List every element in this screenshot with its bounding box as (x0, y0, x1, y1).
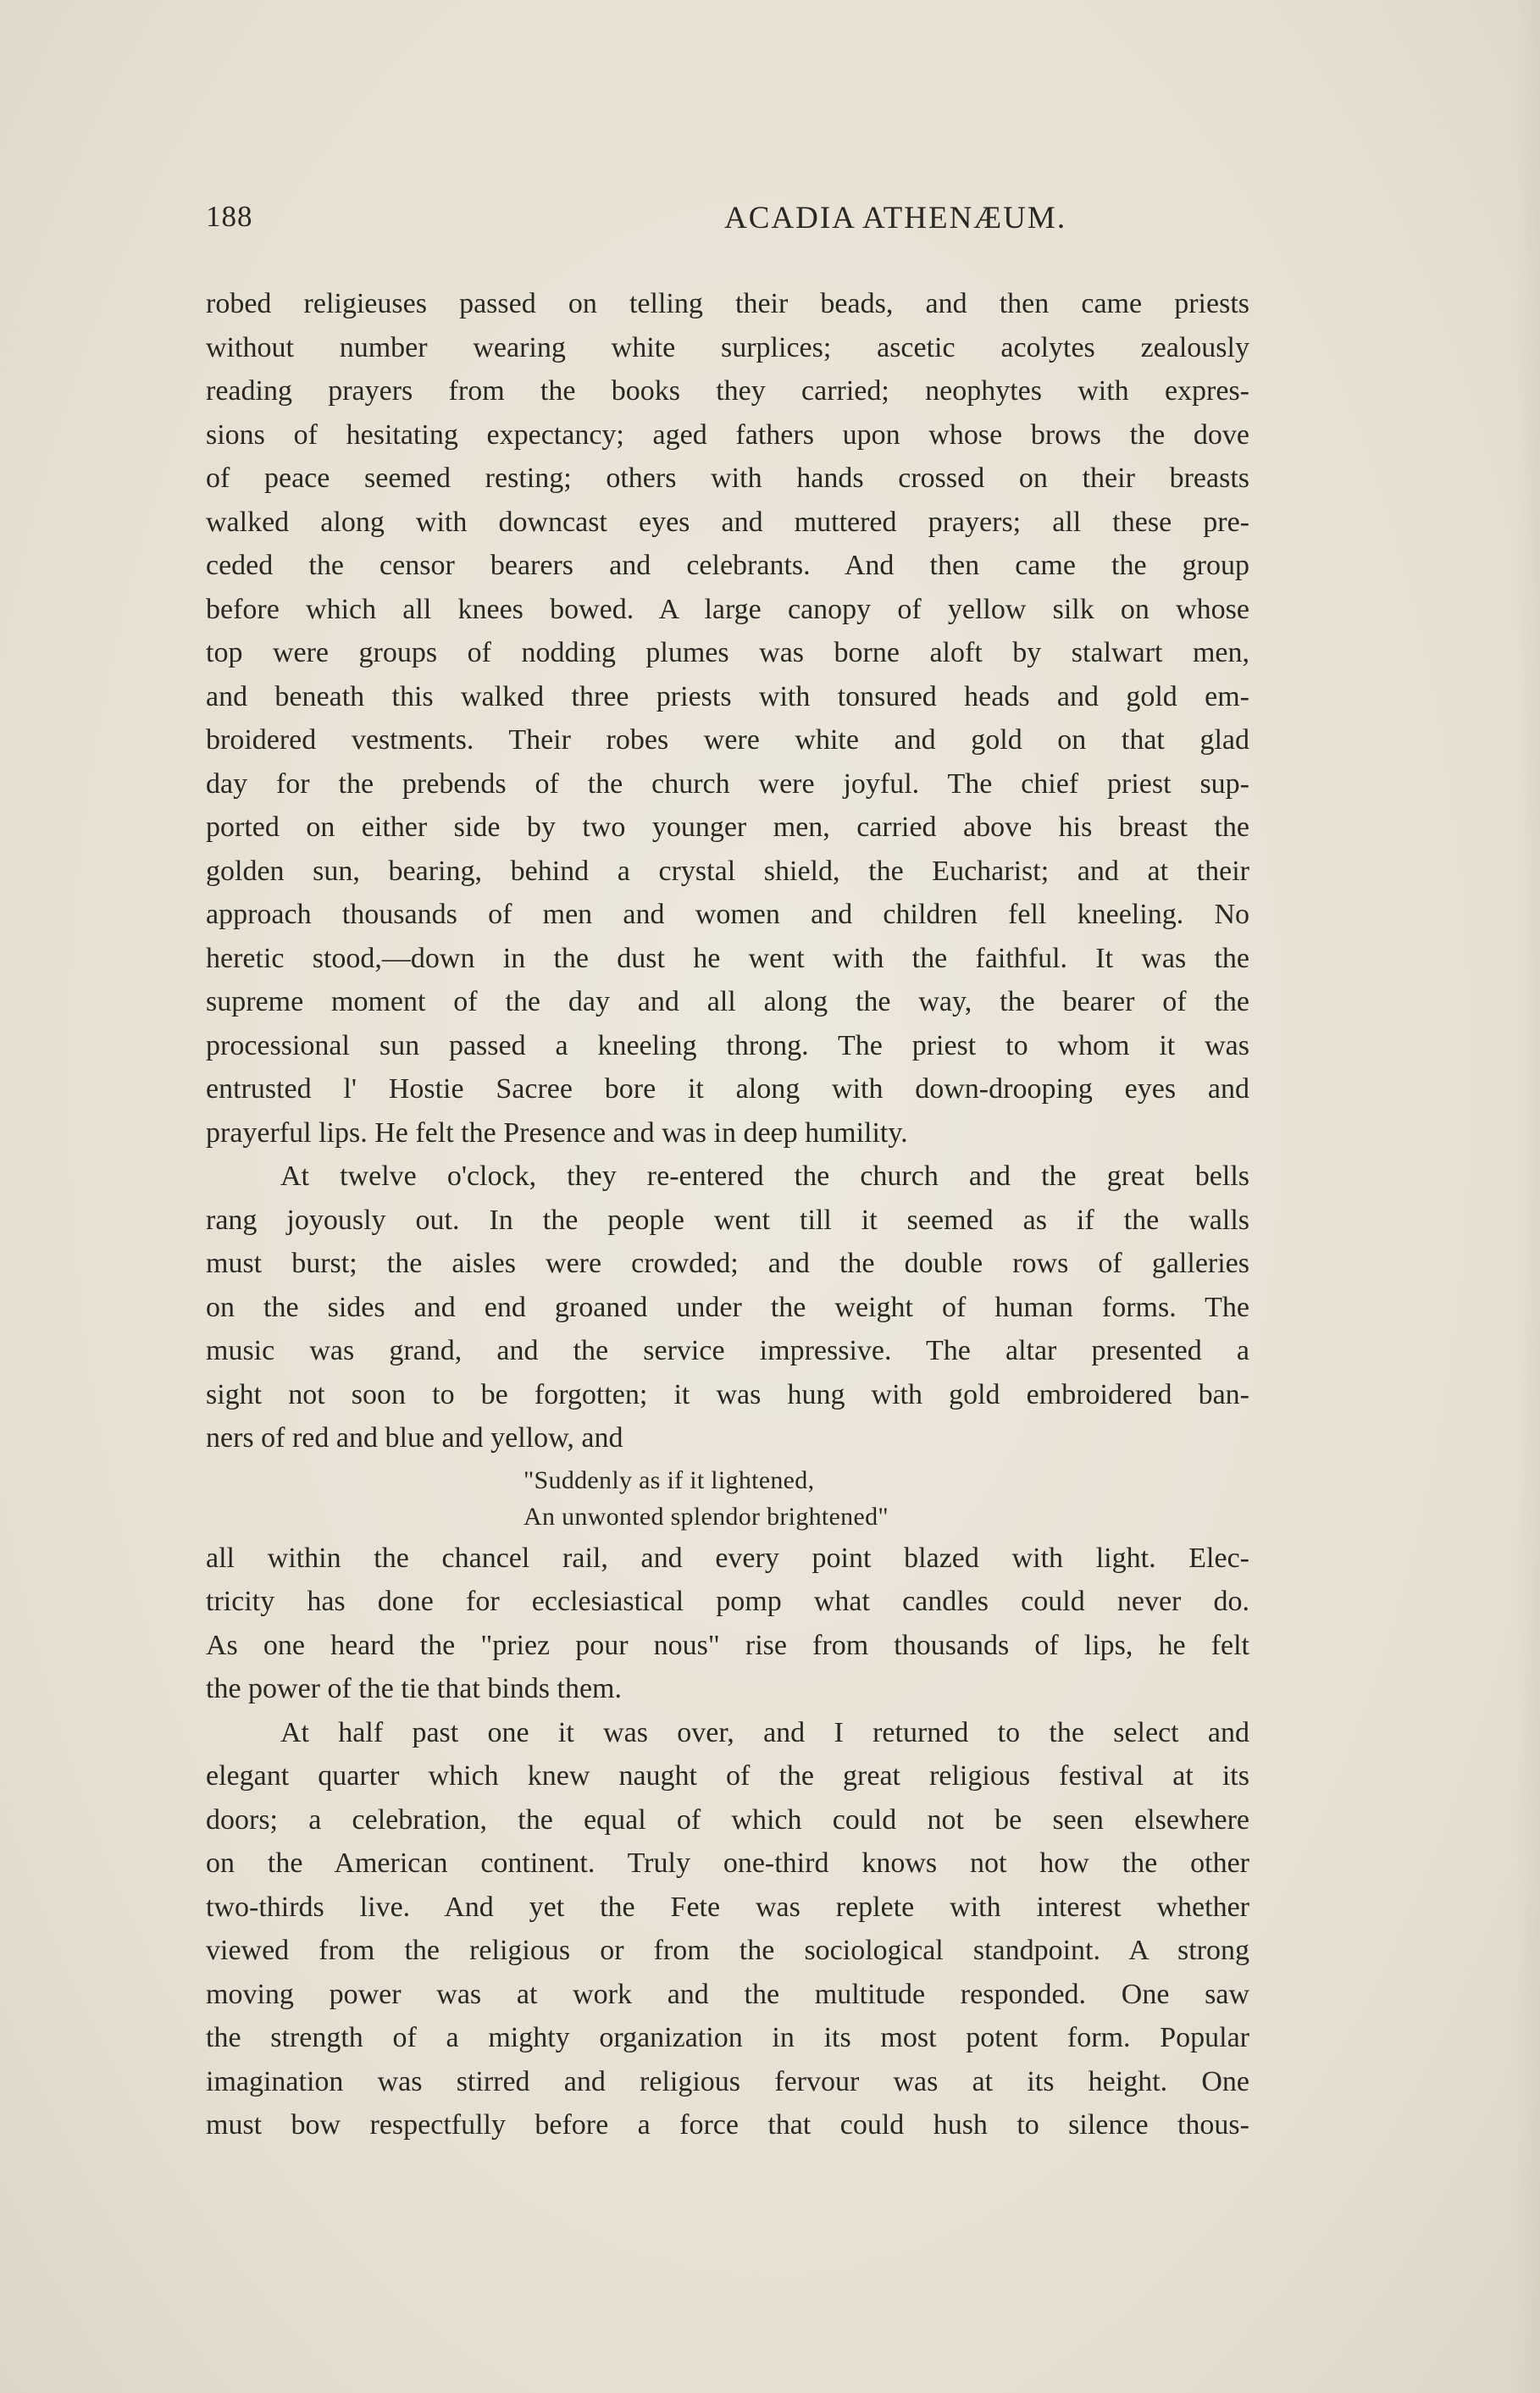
text-line: elegant quarter which knew naught of the great religious festival at its (206, 1760, 1249, 1792)
text-line: sight not soon to be forgotten; it was hung with gold embroidered ban- (206, 1378, 1249, 1410)
text-line: tricity has done for ecclesiastical pomp what candles could never do. (206, 1586, 1249, 1617)
text-line: without number wearing white surplices; ascetic acolytes zealously (206, 331, 1249, 363)
body-text (206, 282, 1249, 2147)
text-line: approach thousands of men and women and children fell kneeling. No (206, 899, 1249, 930)
text-line: ported on either side by two younger men, carried above his breast the (206, 812, 1249, 843)
text-line: the strength of a mighty organization in its most potent form. Popular (206, 2022, 1249, 2053)
text-line: top were groups of nodding plumes was borne aloft by stalwart men, (206, 637, 1249, 668)
text-line: walked along with downcast eyes and muttered prayers; all these pre- (206, 506, 1249, 538)
text-line: supreme moment of the day and all along the way, the bearer of the (206, 986, 1249, 1017)
text-line: rang joyously out. In the people went till it seemed as if the walls (206, 1204, 1249, 1236)
text-line: prayerful lips. He felt the Presence and was in deep humility. (206, 1116, 908, 1149)
text-line: all within the chancel rail, and every point blazed with light. Elec- (206, 1542, 1249, 1574)
text-line: processional sun passed a kneeling throng. The priest to whom it was (206, 1029, 1249, 1061)
text-line: on the American continent. Truly one-third knows not how the other (206, 1847, 1249, 1879)
text-line: ceded the censor bearers and celebrants. And then came the group (206, 550, 1249, 581)
text-line: entrusted l' Hostie Sacree bore it along with down-drooping eyes and (206, 1073, 1249, 1105)
page-edge-shadow (1515, 0, 1540, 2393)
text-line: two-thirds live. And yet the Fete was replete with interest whether (206, 1891, 1249, 1923)
text-line: At half past one it was over, and I returned to the select and (280, 1716, 1249, 1748)
text-line: robed religieuses passed on telling their beads, and then came priests (206, 288, 1249, 319)
text-line: At twelve o'clock, they re-entered the church and the great bells (280, 1160, 1249, 1192)
quote-line: An unwonted splendor brightened" (523, 1502, 889, 1531)
text-line: golden sun, bearing, behind a crystal shield, the Eucharist; and at their (206, 855, 1249, 887)
text-line: of peace seemed resting; others with hands crossed on their breasts (206, 463, 1249, 494)
text-line: As one heard the "priez pour nous" rise from thousands of lips, he felt (206, 1629, 1249, 1661)
running-title: ACADIA ATHENÆUM. (724, 201, 1067, 235)
text-line: before which all knees bowed. A large canopy of yellow silk on whose (206, 593, 1249, 625)
text-line: doors; a celebration, the equal of which could not be seen elsewhere (206, 1803, 1249, 1836)
text-line: reading prayers from the books they carried; neophytes with expres- (206, 375, 1249, 407)
text-line: broidered vestments. Their robes were white and gold on that glad (206, 724, 1249, 756)
quote-line: "Suddenly as if it lightened, (523, 1465, 815, 1494)
text-line: sions of hesitating expectancy; aged fathers upon whose brows the dove (206, 418, 1249, 451)
text-line: heretic stood,—down in the dust he went with the faithful. It was the (206, 942, 1249, 974)
text-line: ners of red and blue and yellow, and (206, 1422, 623, 1454)
text-line: must bow respectfully before a force that could hush to silence thous- (206, 2109, 1249, 2141)
text-line: imagination was stirred and religious fervour was at its height. One (206, 2065, 1249, 2097)
text-line: must burst; the aisles were crowded; and the double rows of galleries (206, 1248, 1249, 1279)
page-number: 188 (206, 200, 253, 233)
text-line: and beneath this walked three priests with tonsured heads and gold em- (206, 680, 1249, 712)
text-line: on the sides and end groaned under the weight of human forms. The (206, 1291, 1249, 1323)
text-line: viewed from the religious or from the sociological standpoint. A strong (206, 1935, 1249, 1966)
text-line: moving power was at work and the multitude responded. One saw (206, 1978, 1249, 2010)
page-header (206, 200, 1249, 242)
text-line: the power of the tie that binds them. (206, 1673, 622, 1704)
text-line: day for the prebends of the church were joyful. The chief priest sup- (206, 767, 1249, 800)
text-line: music was grand, and the service impressive. The altar presented a (206, 1335, 1249, 1366)
